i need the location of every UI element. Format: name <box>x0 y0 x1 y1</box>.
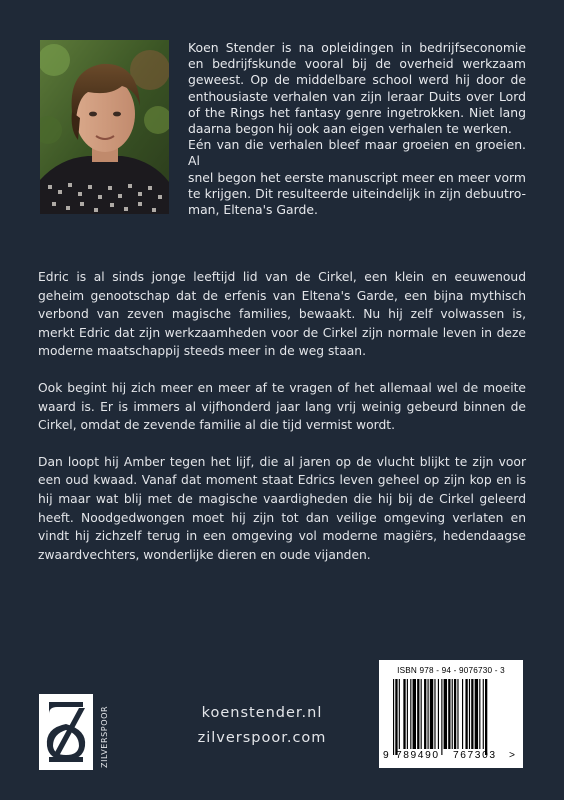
zilverspoor-logo-icon <box>39 694 93 770</box>
barcode-bar <box>438 679 439 749</box>
bio-line: daarna begon hij ook aan eigen verhalen te werken. <box>188 121 512 137</box>
bio-line: man, Eltena's Garde. <box>188 202 318 218</box>
barcode-bar <box>417 679 419 749</box>
publisher-logo <box>39 694 93 770</box>
author-website-link[interactable]: koenstender.nl <box>201 705 323 721</box>
barcode-box <box>379 660 523 768</box>
barcode-bar <box>462 679 463 749</box>
barcode-bar <box>393 679 394 755</box>
bio-line: of the Rings het fantasy genre ingetrokken. Niet lang <box>188 104 526 120</box>
bio-line: enthousiaste verhalen van zijn leraar Duits over Lord <box>188 88 526 104</box>
barcode-bar <box>452 679 453 749</box>
barcode-bar <box>479 679 480 749</box>
barcode-digit-group2: 767303 <box>453 750 497 761</box>
barcode-digit-group1: 789490 <box>396 750 440 761</box>
barcode-bar <box>399 679 400 749</box>
barcode-bar <box>471 679 473 749</box>
isbn-label: ISBN 978 - 94 - 9076730 - 3 <box>397 666 505 675</box>
author-photo <box>40 40 169 214</box>
barcode-bar <box>465 679 467 749</box>
barcode-bar <box>413 679 416 749</box>
barcode-bar <box>454 679 456 749</box>
barcode-bar <box>469 679 470 749</box>
bio-line: snel begon het eerste manuscript meer en meer vorm <box>188 169 526 185</box>
barcode-bar <box>483 679 484 749</box>
bio-line: en bedrijfskunde vooral bij de overheid werkzaam <box>188 56 526 72</box>
bio-line: te krijgen. Dit resulteerde uiteindelijk in zijn debuutro- <box>188 185 526 201</box>
barcode-bar <box>403 679 405 749</box>
bio-line: Eén van die verhalen bleef maar groeien en groeien. Al <box>188 137 526 169</box>
websites <box>188 701 336 751</box>
barcode-bar <box>421 679 422 749</box>
publisher-vertical-text: ZILVERSPOOR <box>100 705 109 768</box>
barcode-bar <box>428 679 429 749</box>
barcode-bar <box>434 679 435 749</box>
publisher-name-vertical <box>97 694 111 770</box>
barcode-bar <box>395 679 397 755</box>
barcode-digit-first: 9 <box>383 750 389 761</box>
barcode-bar <box>448 679 450 749</box>
barcode-bar <box>444 679 447 749</box>
blurb-paragraph: Dan loopt hij Amber tegen het lijf, die al jaren op de vlucht blijkt te zijn voor een oud kwaad. Vanaf dat moment staat Edrics leven geheel op zijn kop en is hij maar wat blij met de magische vaardigheden die hij bij de Cirkel geleerd heeft. Noodgedwongen moet hij zijn tot dan veilige omgeving verlaten en vindt hij zichzelf terug in een omgeving vol moderne magiërs, hedendaagse zwaardvechters, wonderlijke dieren en oude vijanden. <box>38 454 526 562</box>
barcode-bar <box>485 679 487 755</box>
barcode-bar <box>430 679 433 749</box>
barcode-bar <box>410 679 411 749</box>
barcode-bar <box>457 679 458 749</box>
bio-line: geweest. Op de middelbare school werd hij door de <box>188 72 526 88</box>
blurb-paragraph: Edric is al sinds jonge leeftijd lid van de Cirkel, een klein en eeuwenoud geheim genootschap dat de erfenis van Eltena's Garde, een bijna mythisch verbond van zeven magische families, bewaakt. Nu hij zelf volwassen is, merkt Edric dat zijn werkzaamheden voor de Cirkel zijn normale leven in deze moderne maatschappij steeds meer in de weg staan. <box>38 270 526 359</box>
author-bio <box>188 40 526 218</box>
publisher-website-link[interactable]: zilverspoor.com <box>197 730 327 746</box>
barcode-bar <box>441 679 442 755</box>
barcode-bar <box>407 679 408 749</box>
barcode-bar <box>424 679 426 749</box>
barcode-digit-arrow: > <box>509 750 515 761</box>
blurb-paragraph: Ook begint hij zich meer en meer af te vragen of het allemaal wel de moeite waard is. Er is immers al vijfhonderd jaar lang vrij weinig gebeurd binnen de Cirkel, omdat de zevende familie al die tijd vermist wordt. <box>38 380 526 433</box>
author-portrait-image <box>40 40 169 214</box>
bio-line: Koen Stender is na opleidingen in bedrijfseconomie <box>188 40 526 55</box>
book-blurb <box>38 268 526 582</box>
barcode-bar <box>475 679 478 749</box>
barcode-digits <box>379 750 523 764</box>
